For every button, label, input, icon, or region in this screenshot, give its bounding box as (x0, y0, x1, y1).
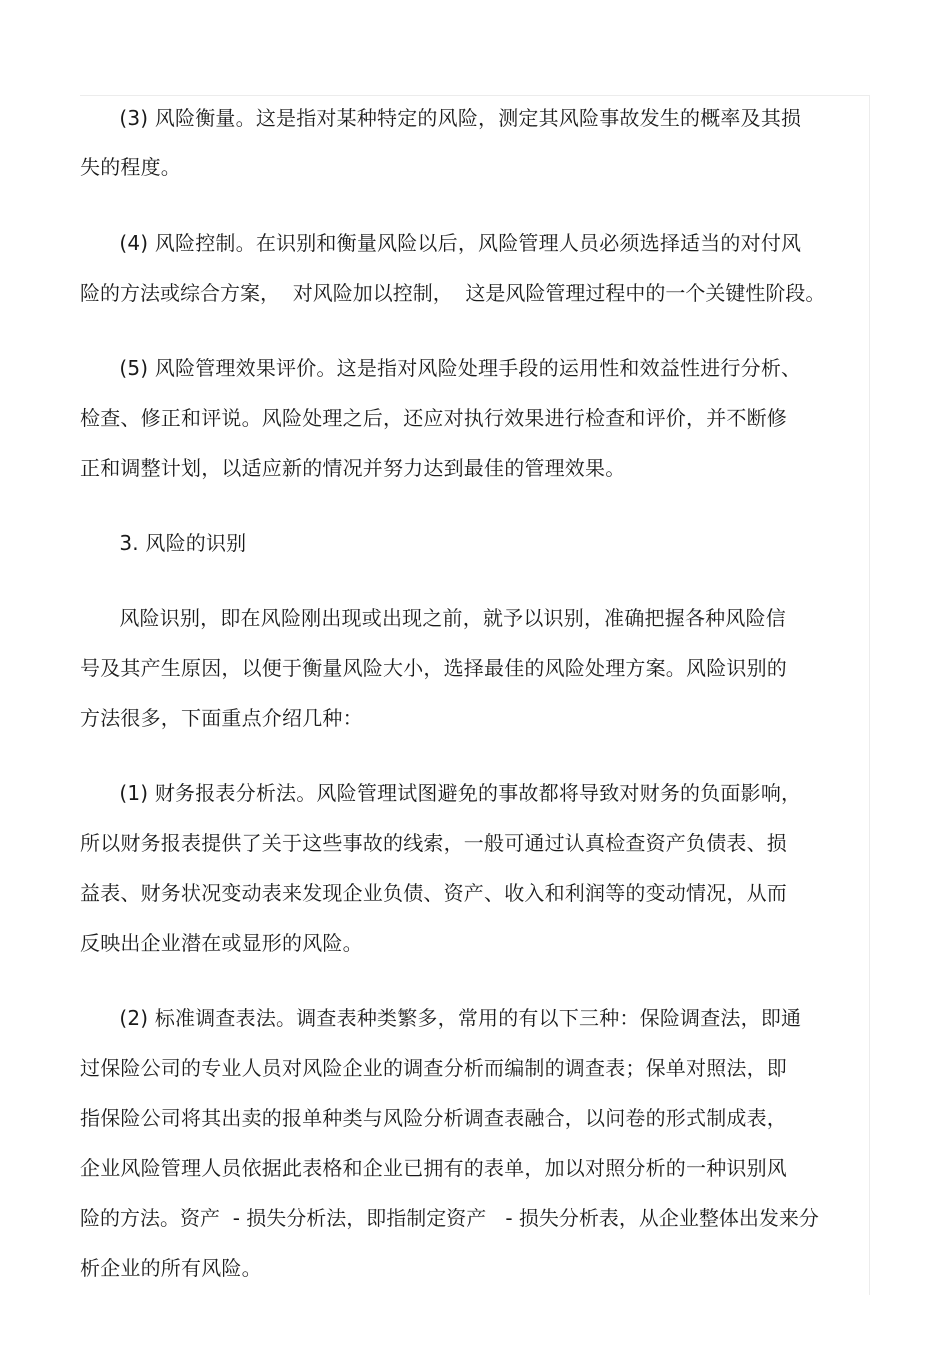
text-line: 正和调整计划，以适应新的情况并努力达到最佳的管理效果。 (80, 456, 626, 480)
text-line: 所以财务报表提供了关于这些事故的线索，一般可通过认真检查资产负债表、损 (80, 831, 787, 855)
text-line: 号及其产生原因，以便于衡量风险大小，选择最佳的风险处理方案。风险识别的 (80, 656, 787, 680)
text-line: 方法很多，下面重点介绍几种： (80, 706, 363, 730)
text-line: 析企业的所有风险。 (80, 1256, 262, 1280)
text-line: (1) 财务报表分析法。风险管理试图避免的事故都将导致对财务的负面影响， (80, 781, 802, 805)
text-line: 险的方法或综合方案， 对风险加以控制， 这是风险管理过程中的一个关键性阶段。 (80, 281, 826, 305)
text-line: (4) 风险控制。在识别和衡量风险以后，风险管理人员必须选择适当的对付风 (80, 231, 802, 255)
text-line: 检查、修正和评说。风险处理之后，还应对执行效果进行检查和评价，并不断修 (80, 406, 787, 430)
text-line: 险的方法。资产 - 损失分析法，即指制定资产 - 损失分析表，从企业整体出发来分 (80, 1206, 819, 1230)
text-line: 过保险公司的专业人员对风险企业的调查分析而编制的调查表；保单对照法，即 (80, 1056, 787, 1080)
text-line: (3) 风险衡量。这是指对某种特定的风险，测定其风险事故发生的概率及其损 (80, 106, 802, 130)
text-line: 企业风险管理人员依据此表格和企业已拥有的表单，加以对照分析的一种识别风 (80, 1156, 787, 1180)
text-line: 风险识别，即在风险刚出现或出现之前，就予以识别，准确把握各种风险信 (80, 606, 786, 630)
text-line: 失的程度。 (80, 155, 181, 179)
section-heading: 3. 风险的识别 (80, 531, 247, 555)
text-line: (5) 风险管理效果评价。这是指对风险处理手段的运用性和效益性进行分析、 (80, 356, 802, 380)
text-line: (2) 标准调查表法。调查表种类繁多，常用的有以下三种：保险调查法，即通 (80, 1006, 802, 1030)
text-line: 指保险公司将其出卖的报单种类与风险分析调查表融合，以问卷的形式制成表， (80, 1106, 787, 1130)
text-line: 益表、财务状况变动表来发现企业负债、资产、收入和利润等的变动情况，从而 (80, 881, 787, 905)
text-line: 反映出企业潜在或显形的风险。 (80, 931, 363, 955)
